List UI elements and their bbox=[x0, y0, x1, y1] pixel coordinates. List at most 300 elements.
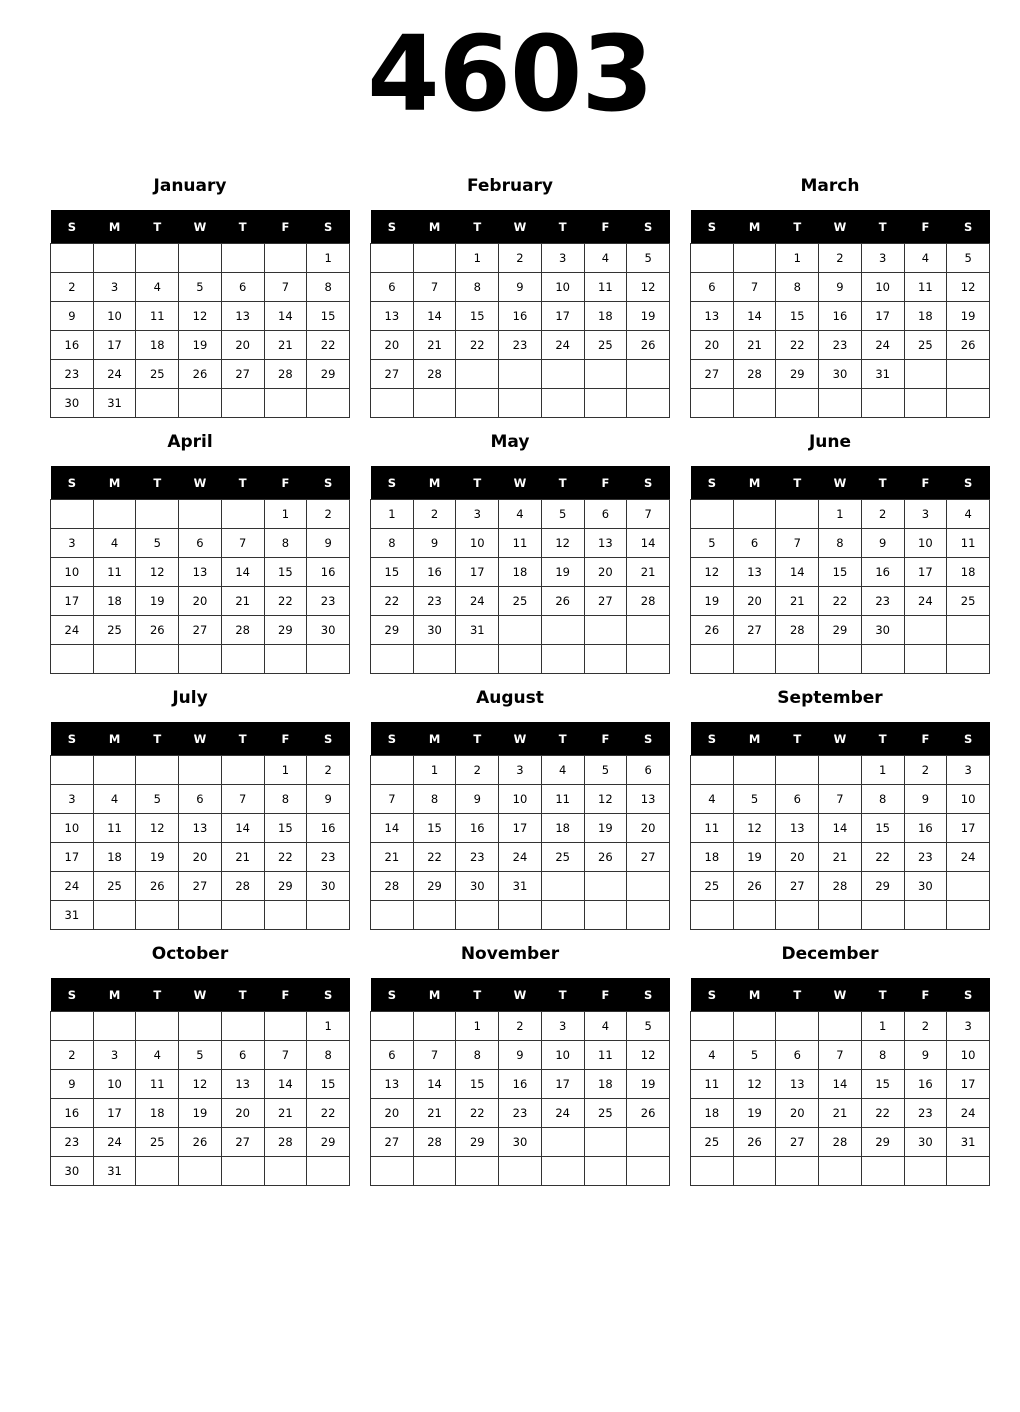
day-cell[interactable]: 18 bbox=[584, 1070, 627, 1099]
day-cell[interactable]: 22 bbox=[456, 331, 499, 360]
day-cell[interactable]: 5 bbox=[179, 1041, 222, 1070]
day-cell[interactable]: 5 bbox=[584, 756, 627, 785]
day-cell[interactable]: 2 bbox=[861, 500, 904, 529]
day-cell[interactable]: 14 bbox=[371, 814, 414, 843]
day-cell[interactable]: 23 bbox=[51, 1128, 94, 1157]
day-cell[interactable]: 5 bbox=[733, 785, 776, 814]
day-cell[interactable]: 25 bbox=[541, 843, 584, 872]
day-cell[interactable]: 29 bbox=[861, 1128, 904, 1157]
day-cell[interactable]: 24 bbox=[541, 1099, 584, 1128]
day-cell[interactable]: 17 bbox=[947, 1070, 990, 1099]
day-cell[interactable]: 25 bbox=[93, 872, 136, 901]
day-cell[interactable]: 29 bbox=[371, 616, 414, 645]
day-cell[interactable]: 12 bbox=[947, 273, 990, 302]
day-cell[interactable]: 13 bbox=[776, 814, 819, 843]
day-cell[interactable]: 30 bbox=[499, 1128, 542, 1157]
day-cell[interactable]: 25 bbox=[136, 1128, 179, 1157]
day-cell[interactable]: 2 bbox=[307, 500, 350, 529]
day-cell[interactable]: 10 bbox=[456, 529, 499, 558]
day-cell[interactable]: 12 bbox=[691, 558, 734, 587]
day-cell[interactable]: 26 bbox=[179, 1128, 222, 1157]
day-cell[interactable]: 15 bbox=[861, 814, 904, 843]
day-cell[interactable]: 29 bbox=[776, 360, 819, 389]
day-cell[interactable]: 27 bbox=[776, 872, 819, 901]
day-cell[interactable]: 25 bbox=[584, 331, 627, 360]
day-cell[interactable]: 14 bbox=[627, 529, 670, 558]
day-cell[interactable]: 23 bbox=[499, 1099, 542, 1128]
day-cell[interactable]: 4 bbox=[93, 529, 136, 558]
day-cell[interactable]: 26 bbox=[691, 616, 734, 645]
day-cell[interactable]: 8 bbox=[861, 785, 904, 814]
day-cell[interactable]: 26 bbox=[136, 872, 179, 901]
day-cell[interactable]: 20 bbox=[221, 1099, 264, 1128]
day-cell[interactable]: 6 bbox=[691, 273, 734, 302]
day-cell[interactable]: 8 bbox=[776, 273, 819, 302]
day-cell[interactable]: 26 bbox=[584, 843, 627, 872]
day-cell[interactable]: 29 bbox=[307, 1128, 350, 1157]
day-cell[interactable]: 3 bbox=[541, 244, 584, 273]
day-cell[interactable]: 26 bbox=[541, 587, 584, 616]
day-cell[interactable]: 18 bbox=[499, 558, 542, 587]
day-cell[interactable]: 15 bbox=[264, 814, 307, 843]
day-cell[interactable]: 5 bbox=[136, 785, 179, 814]
day-cell[interactable]: 21 bbox=[733, 331, 776, 360]
day-cell[interactable]: 25 bbox=[136, 360, 179, 389]
day-cell[interactable]: 2 bbox=[307, 756, 350, 785]
day-cell[interactable]: 21 bbox=[413, 331, 456, 360]
day-cell[interactable]: 13 bbox=[776, 1070, 819, 1099]
day-cell[interactable]: 30 bbox=[456, 872, 499, 901]
day-cell[interactable]: 7 bbox=[776, 529, 819, 558]
day-cell[interactable]: 6 bbox=[627, 756, 670, 785]
day-cell[interactable]: 1 bbox=[861, 756, 904, 785]
day-cell[interactable]: 7 bbox=[371, 785, 414, 814]
day-cell[interactable]: 11 bbox=[93, 558, 136, 587]
day-cell[interactable]: 2 bbox=[51, 1041, 94, 1070]
day-cell[interactable]: 9 bbox=[499, 1041, 542, 1070]
day-cell[interactable]: 7 bbox=[264, 1041, 307, 1070]
day-cell[interactable]: 2 bbox=[51, 273, 94, 302]
day-cell[interactable]: 18 bbox=[136, 1099, 179, 1128]
day-cell[interactable]: 20 bbox=[584, 558, 627, 587]
day-cell[interactable]: 6 bbox=[221, 1041, 264, 1070]
day-cell[interactable]: 13 bbox=[371, 1070, 414, 1099]
day-cell[interactable]: 29 bbox=[819, 616, 862, 645]
day-cell[interactable]: 28 bbox=[413, 1128, 456, 1157]
day-cell[interactable]: 20 bbox=[627, 814, 670, 843]
day-cell[interactable]: 31 bbox=[861, 360, 904, 389]
day-cell[interactable]: 20 bbox=[776, 1099, 819, 1128]
day-cell[interactable]: 20 bbox=[179, 587, 222, 616]
day-cell[interactable]: 9 bbox=[904, 785, 947, 814]
day-cell[interactable]: 13 bbox=[179, 558, 222, 587]
day-cell[interactable]: 4 bbox=[136, 273, 179, 302]
day-cell[interactable]: 7 bbox=[264, 273, 307, 302]
day-cell[interactable]: 7 bbox=[733, 273, 776, 302]
day-cell[interactable]: 22 bbox=[861, 843, 904, 872]
day-cell[interactable]: 24 bbox=[93, 1128, 136, 1157]
day-cell[interactable]: 14 bbox=[221, 558, 264, 587]
day-cell[interactable]: 24 bbox=[947, 843, 990, 872]
day-cell[interactable]: 1 bbox=[456, 244, 499, 273]
day-cell[interactable]: 23 bbox=[861, 587, 904, 616]
day-cell[interactable]: 15 bbox=[371, 558, 414, 587]
day-cell[interactable]: 19 bbox=[541, 558, 584, 587]
day-cell[interactable]: 25 bbox=[691, 872, 734, 901]
day-cell[interactable]: 10 bbox=[51, 558, 94, 587]
day-cell[interactable]: 4 bbox=[499, 500, 542, 529]
day-cell[interactable]: 31 bbox=[499, 872, 542, 901]
day-cell[interactable]: 5 bbox=[947, 244, 990, 273]
day-cell[interactable]: 18 bbox=[584, 302, 627, 331]
day-cell[interactable]: 18 bbox=[691, 1099, 734, 1128]
day-cell[interactable]: 16 bbox=[499, 1070, 542, 1099]
day-cell[interactable]: 26 bbox=[733, 1128, 776, 1157]
day-cell[interactable]: 5 bbox=[179, 273, 222, 302]
day-cell[interactable]: 4 bbox=[584, 244, 627, 273]
day-cell[interactable]: 9 bbox=[307, 529, 350, 558]
day-cell[interactable]: 31 bbox=[947, 1128, 990, 1157]
day-cell[interactable]: 28 bbox=[819, 872, 862, 901]
day-cell[interactable]: 23 bbox=[904, 843, 947, 872]
day-cell[interactable]: 24 bbox=[51, 616, 94, 645]
day-cell[interactable]: 24 bbox=[541, 331, 584, 360]
day-cell[interactable]: 4 bbox=[904, 244, 947, 273]
day-cell[interactable]: 18 bbox=[93, 843, 136, 872]
day-cell[interactable]: 22 bbox=[413, 843, 456, 872]
day-cell[interactable]: 26 bbox=[179, 360, 222, 389]
day-cell[interactable]: 9 bbox=[861, 529, 904, 558]
day-cell[interactable]: 19 bbox=[179, 1099, 222, 1128]
day-cell[interactable]: 25 bbox=[93, 616, 136, 645]
day-cell[interactable]: 17 bbox=[904, 558, 947, 587]
day-cell[interactable]: 8 bbox=[264, 785, 307, 814]
day-cell[interactable]: 20 bbox=[371, 1099, 414, 1128]
day-cell[interactable]: 7 bbox=[221, 785, 264, 814]
day-cell[interactable]: 22 bbox=[819, 587, 862, 616]
day-cell[interactable]: 15 bbox=[861, 1070, 904, 1099]
day-cell[interactable]: 16 bbox=[456, 814, 499, 843]
day-cell[interactable]: 10 bbox=[499, 785, 542, 814]
day-cell[interactable]: 8 bbox=[819, 529, 862, 558]
day-cell[interactable]: 2 bbox=[499, 244, 542, 273]
day-cell[interactable]: 9 bbox=[499, 273, 542, 302]
day-cell[interactable]: 27 bbox=[691, 360, 734, 389]
day-cell[interactable]: 9 bbox=[51, 302, 94, 331]
day-cell[interactable]: 18 bbox=[93, 587, 136, 616]
day-cell[interactable]: 18 bbox=[691, 843, 734, 872]
day-cell[interactable]: 29 bbox=[456, 1128, 499, 1157]
day-cell[interactable]: 6 bbox=[179, 785, 222, 814]
day-cell[interactable]: 17 bbox=[456, 558, 499, 587]
day-cell[interactable]: 13 bbox=[221, 1070, 264, 1099]
day-cell[interactable]: 16 bbox=[307, 558, 350, 587]
day-cell[interactable]: 24 bbox=[93, 360, 136, 389]
day-cell[interactable]: 13 bbox=[691, 302, 734, 331]
day-cell[interactable]: 5 bbox=[691, 529, 734, 558]
day-cell[interactable]: 11 bbox=[541, 785, 584, 814]
day-cell[interactable]: 29 bbox=[264, 872, 307, 901]
day-cell[interactable]: 27 bbox=[179, 872, 222, 901]
day-cell[interactable]: 28 bbox=[264, 1128, 307, 1157]
day-cell[interactable]: 22 bbox=[307, 331, 350, 360]
day-cell[interactable]: 20 bbox=[179, 843, 222, 872]
day-cell[interactable]: 31 bbox=[51, 901, 94, 930]
day-cell[interactable]: 9 bbox=[904, 1041, 947, 1070]
day-cell[interactable]: 13 bbox=[627, 785, 670, 814]
day-cell[interactable]: 17 bbox=[93, 1099, 136, 1128]
day-cell[interactable]: 19 bbox=[136, 587, 179, 616]
day-cell[interactable]: 22 bbox=[861, 1099, 904, 1128]
day-cell[interactable]: 19 bbox=[733, 843, 776, 872]
day-cell[interactable]: 5 bbox=[627, 244, 670, 273]
day-cell[interactable]: 9 bbox=[413, 529, 456, 558]
day-cell[interactable]: 30 bbox=[904, 1128, 947, 1157]
day-cell[interactable]: 11 bbox=[584, 1041, 627, 1070]
day-cell[interactable]: 20 bbox=[371, 331, 414, 360]
day-cell[interactable]: 11 bbox=[136, 1070, 179, 1099]
day-cell[interactable]: 28 bbox=[413, 360, 456, 389]
day-cell[interactable]: 5 bbox=[136, 529, 179, 558]
day-cell[interactable]: 9 bbox=[51, 1070, 94, 1099]
day-cell[interactable]: 15 bbox=[456, 1070, 499, 1099]
day-cell[interactable]: 3 bbox=[861, 244, 904, 273]
day-cell[interactable]: 5 bbox=[733, 1041, 776, 1070]
day-cell[interactable]: 16 bbox=[51, 1099, 94, 1128]
day-cell[interactable]: 16 bbox=[904, 1070, 947, 1099]
day-cell[interactable]: 11 bbox=[691, 814, 734, 843]
day-cell[interactable]: 1 bbox=[819, 500, 862, 529]
day-cell[interactable]: 24 bbox=[456, 587, 499, 616]
day-cell[interactable]: 14 bbox=[733, 302, 776, 331]
day-cell[interactable]: 12 bbox=[733, 814, 776, 843]
day-cell[interactable]: 7 bbox=[627, 500, 670, 529]
day-cell[interactable]: 12 bbox=[136, 558, 179, 587]
day-cell[interactable]: 21 bbox=[264, 331, 307, 360]
day-cell[interactable]: 28 bbox=[371, 872, 414, 901]
day-cell[interactable]: 28 bbox=[627, 587, 670, 616]
day-cell[interactable]: 13 bbox=[221, 302, 264, 331]
day-cell[interactable]: 21 bbox=[413, 1099, 456, 1128]
day-cell[interactable]: 16 bbox=[904, 814, 947, 843]
day-cell[interactable]: 14 bbox=[413, 1070, 456, 1099]
day-cell[interactable]: 28 bbox=[264, 360, 307, 389]
day-cell[interactable]: 3 bbox=[456, 500, 499, 529]
day-cell[interactable]: 24 bbox=[861, 331, 904, 360]
day-cell[interactable]: 26 bbox=[136, 616, 179, 645]
day-cell[interactable]: 1 bbox=[456, 1012, 499, 1041]
day-cell[interactable]: 25 bbox=[947, 587, 990, 616]
day-cell[interactable]: 21 bbox=[221, 587, 264, 616]
day-cell[interactable]: 19 bbox=[627, 1070, 670, 1099]
day-cell[interactable]: 21 bbox=[627, 558, 670, 587]
day-cell[interactable]: 22 bbox=[264, 843, 307, 872]
day-cell[interactable]: 8 bbox=[307, 273, 350, 302]
day-cell[interactable]: 4 bbox=[691, 1041, 734, 1070]
day-cell[interactable]: 28 bbox=[776, 616, 819, 645]
day-cell[interactable]: 24 bbox=[499, 843, 542, 872]
day-cell[interactable]: 19 bbox=[733, 1099, 776, 1128]
day-cell[interactable]: 15 bbox=[307, 302, 350, 331]
day-cell[interactable]: 19 bbox=[627, 302, 670, 331]
day-cell[interactable]: 8 bbox=[371, 529, 414, 558]
day-cell[interactable]: 19 bbox=[691, 587, 734, 616]
day-cell[interactable]: 4 bbox=[691, 785, 734, 814]
day-cell[interactable]: 31 bbox=[93, 1157, 136, 1186]
day-cell[interactable]: 17 bbox=[93, 331, 136, 360]
day-cell[interactable]: 5 bbox=[541, 500, 584, 529]
day-cell[interactable]: 11 bbox=[136, 302, 179, 331]
day-cell[interactable]: 1 bbox=[776, 244, 819, 273]
day-cell[interactable]: 11 bbox=[947, 529, 990, 558]
day-cell[interactable]: 4 bbox=[584, 1012, 627, 1041]
day-cell[interactable]: 12 bbox=[179, 302, 222, 331]
day-cell[interactable]: 23 bbox=[819, 331, 862, 360]
day-cell[interactable]: 4 bbox=[947, 500, 990, 529]
day-cell[interactable]: 7 bbox=[819, 785, 862, 814]
day-cell[interactable]: 30 bbox=[307, 872, 350, 901]
day-cell[interactable]: 6 bbox=[776, 1041, 819, 1070]
day-cell[interactable]: 2 bbox=[413, 500, 456, 529]
day-cell[interactable]: 20 bbox=[691, 331, 734, 360]
day-cell[interactable]: 13 bbox=[371, 302, 414, 331]
day-cell[interactable]: 26 bbox=[947, 331, 990, 360]
day-cell[interactable]: 3 bbox=[93, 273, 136, 302]
day-cell[interactable]: 4 bbox=[136, 1041, 179, 1070]
day-cell[interactable]: 8 bbox=[456, 1041, 499, 1070]
day-cell[interactable]: 7 bbox=[413, 1041, 456, 1070]
day-cell[interactable]: 6 bbox=[584, 500, 627, 529]
day-cell[interactable]: 12 bbox=[136, 814, 179, 843]
day-cell[interactable]: 2 bbox=[819, 244, 862, 273]
day-cell[interactable]: 15 bbox=[819, 558, 862, 587]
day-cell[interactable]: 23 bbox=[51, 360, 94, 389]
day-cell[interactable]: 11 bbox=[93, 814, 136, 843]
day-cell[interactable]: 23 bbox=[904, 1099, 947, 1128]
day-cell[interactable]: 6 bbox=[179, 529, 222, 558]
day-cell[interactable]: 22 bbox=[264, 587, 307, 616]
day-cell[interactable]: 24 bbox=[51, 872, 94, 901]
day-cell[interactable]: 3 bbox=[93, 1041, 136, 1070]
day-cell[interactable]: 15 bbox=[413, 814, 456, 843]
day-cell[interactable]: 27 bbox=[371, 360, 414, 389]
day-cell[interactable]: 6 bbox=[733, 529, 776, 558]
day-cell[interactable]: 29 bbox=[413, 872, 456, 901]
day-cell[interactable]: 13 bbox=[584, 529, 627, 558]
day-cell[interactable]: 24 bbox=[904, 587, 947, 616]
day-cell[interactable]: 23 bbox=[413, 587, 456, 616]
day-cell[interactable]: 27 bbox=[179, 616, 222, 645]
day-cell[interactable]: 6 bbox=[776, 785, 819, 814]
day-cell[interactable]: 19 bbox=[947, 302, 990, 331]
day-cell[interactable]: 3 bbox=[51, 785, 94, 814]
day-cell[interactable]: 10 bbox=[541, 273, 584, 302]
day-cell[interactable]: 8 bbox=[861, 1041, 904, 1070]
day-cell[interactable]: 18 bbox=[136, 331, 179, 360]
day-cell[interactable]: 30 bbox=[307, 616, 350, 645]
day-cell[interactable]: 15 bbox=[776, 302, 819, 331]
day-cell[interactable]: 19 bbox=[584, 814, 627, 843]
day-cell[interactable]: 1 bbox=[371, 500, 414, 529]
day-cell[interactable]: 23 bbox=[456, 843, 499, 872]
day-cell[interactable]: 28 bbox=[221, 616, 264, 645]
day-cell[interactable]: 10 bbox=[93, 1070, 136, 1099]
day-cell[interactable]: 1 bbox=[307, 244, 350, 273]
day-cell[interactable]: 14 bbox=[819, 1070, 862, 1099]
day-cell[interactable]: 14 bbox=[221, 814, 264, 843]
day-cell[interactable]: 18 bbox=[947, 558, 990, 587]
day-cell[interactable]: 26 bbox=[627, 331, 670, 360]
day-cell[interactable]: 30 bbox=[904, 872, 947, 901]
day-cell[interactable]: 1 bbox=[264, 500, 307, 529]
day-cell[interactable]: 23 bbox=[499, 331, 542, 360]
day-cell[interactable]: 25 bbox=[904, 331, 947, 360]
day-cell[interactable]: 30 bbox=[51, 389, 94, 418]
day-cell[interactable]: 28 bbox=[733, 360, 776, 389]
day-cell[interactable]: 19 bbox=[136, 843, 179, 872]
day-cell[interactable]: 9 bbox=[307, 785, 350, 814]
day-cell[interactable]: 14 bbox=[776, 558, 819, 587]
day-cell[interactable]: 16 bbox=[499, 302, 542, 331]
day-cell[interactable]: 23 bbox=[307, 843, 350, 872]
day-cell[interactable]: 3 bbox=[904, 500, 947, 529]
day-cell[interactable]: 17 bbox=[541, 302, 584, 331]
day-cell[interactable]: 30 bbox=[861, 616, 904, 645]
day-cell[interactable]: 17 bbox=[861, 302, 904, 331]
day-cell[interactable]: 29 bbox=[307, 360, 350, 389]
day-cell[interactable]: 30 bbox=[413, 616, 456, 645]
day-cell[interactable]: 14 bbox=[264, 302, 307, 331]
day-cell[interactable]: 17 bbox=[499, 814, 542, 843]
day-cell[interactable]: 21 bbox=[819, 843, 862, 872]
day-cell[interactable]: 25 bbox=[584, 1099, 627, 1128]
day-cell[interactable]: 17 bbox=[51, 843, 94, 872]
day-cell[interactable]: 14 bbox=[264, 1070, 307, 1099]
day-cell[interactable]: 9 bbox=[456, 785, 499, 814]
day-cell[interactable]: 27 bbox=[371, 1128, 414, 1157]
day-cell[interactable]: 31 bbox=[456, 616, 499, 645]
day-cell[interactable]: 31 bbox=[93, 389, 136, 418]
day-cell[interactable]: 13 bbox=[179, 814, 222, 843]
day-cell[interactable]: 28 bbox=[819, 1128, 862, 1157]
day-cell[interactable]: 3 bbox=[947, 756, 990, 785]
day-cell[interactable]: 14 bbox=[819, 814, 862, 843]
day-cell[interactable]: 15 bbox=[456, 302, 499, 331]
day-cell[interactable]: 1 bbox=[307, 1012, 350, 1041]
day-cell[interactable]: 21 bbox=[221, 843, 264, 872]
day-cell[interactable]: 27 bbox=[627, 843, 670, 872]
day-cell[interactable]: 2 bbox=[904, 1012, 947, 1041]
day-cell[interactable]: 10 bbox=[93, 302, 136, 331]
day-cell[interactable]: 20 bbox=[733, 587, 776, 616]
day-cell[interactable]: 12 bbox=[627, 273, 670, 302]
day-cell[interactable]: 4 bbox=[93, 785, 136, 814]
day-cell[interactable]: 17 bbox=[51, 587, 94, 616]
day-cell[interactable]: 7 bbox=[819, 1041, 862, 1070]
day-cell[interactable]: 12 bbox=[627, 1041, 670, 1070]
day-cell[interactable]: 11 bbox=[584, 273, 627, 302]
day-cell[interactable]: 14 bbox=[413, 302, 456, 331]
day-cell[interactable]: 17 bbox=[947, 814, 990, 843]
day-cell[interactable]: 18 bbox=[541, 814, 584, 843]
day-cell[interactable]: 12 bbox=[733, 1070, 776, 1099]
day-cell[interactable]: 8 bbox=[456, 273, 499, 302]
day-cell[interactable]: 26 bbox=[627, 1099, 670, 1128]
day-cell[interactable]: 22 bbox=[776, 331, 819, 360]
day-cell[interactable]: 23 bbox=[307, 587, 350, 616]
day-cell[interactable]: 10 bbox=[904, 529, 947, 558]
day-cell[interactable]: 11 bbox=[904, 273, 947, 302]
